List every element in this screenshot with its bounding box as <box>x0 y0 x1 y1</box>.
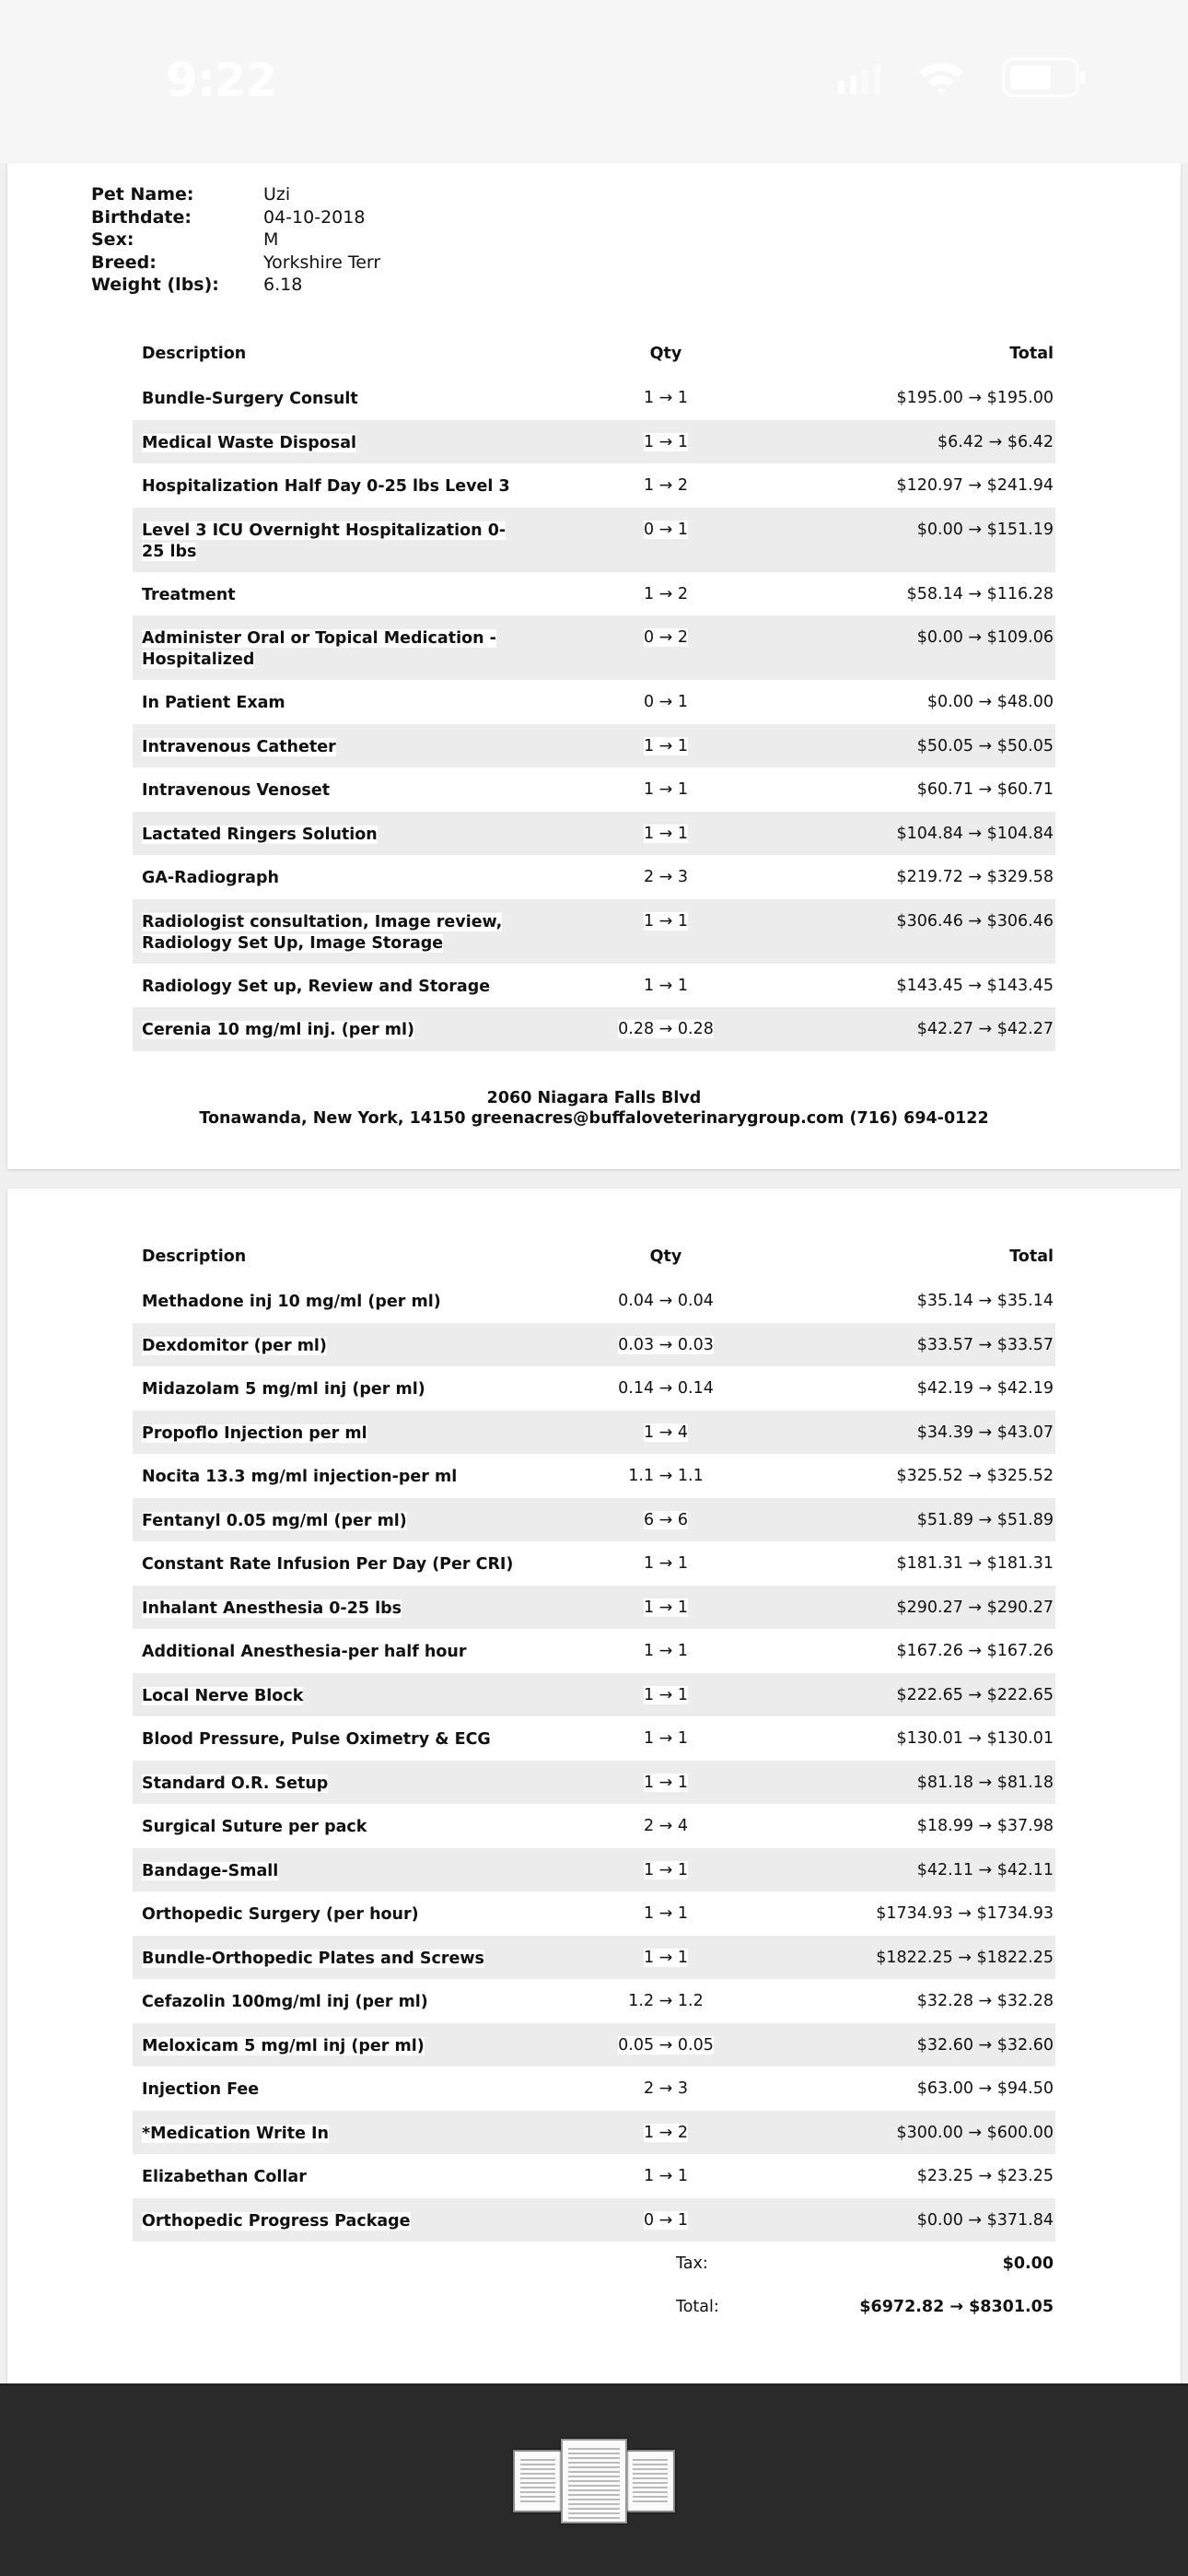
table-row <box>133 1979 1055 2023</box>
thumbnail-line <box>520 2464 555 2465</box>
page-thumbnail-3[interactable] <box>625 2450 675 2512</box>
item-qty: 1 → 4 <box>643 1423 689 1442</box>
item-description: Inhalant Anesthesia 0-25 lbs <box>142 1598 402 1618</box>
item-qty: 1 → 1 <box>643 1904 689 1923</box>
item-qty: 1 → 1 <box>643 2167 689 2185</box>
item-description: Radiology Set up, Review and Storage <box>142 977 491 996</box>
item-total: $50.05 → $50.05 <box>916 736 1054 755</box>
table-row <box>133 724 1055 768</box>
item-qty: 6 → 6 <box>643 1510 689 1529</box>
thumbnail-line <box>633 2459 668 2461</box>
item-description: *Medication Write In <box>142 2124 330 2143</box>
table-row <box>133 463 1055 508</box>
item-total: $195.00 → $195.00 <box>896 389 1054 407</box>
item-total: $1822.25 → $1822.25 <box>876 1948 1054 1967</box>
table-row <box>133 1541 1055 1586</box>
table-row <box>133 1629 1055 1673</box>
thumbnail-line <box>568 2471 620 2473</box>
item-total: $6.42 → $6.42 <box>938 432 1054 451</box>
table-row <box>133 1761 1055 1805</box>
table-row <box>133 1891 1055 1936</box>
page-thumbnail-strip <box>0 2383 1188 2576</box>
table-row <box>133 2023 1055 2067</box>
address-line-2: Tonawanda, New York, 14150 greenacres@buffaloveterinarygroup.com (716) 694-0122 <box>199 1109 989 1128</box>
item-qty: 1 → 1 <box>643 1948 689 1967</box>
item-qty: 1 → 2 <box>643 2123 689 2142</box>
breed-row <box>91 252 380 275</box>
wifi-icon <box>917 59 965 96</box>
table-row <box>133 899 1055 964</box>
item-description: Surgical Suture per pack <box>142 1818 367 1836</box>
item-description: Medical Waste Disposal <box>142 433 357 452</box>
item-description: Cefazolin 100mg/ml inj (per ml) <box>142 1993 428 2011</box>
item-total: $42.27 → $42.27 <box>916 1020 1054 1038</box>
item-total: $181.31 → $181.31 <box>896 1554 1054 1573</box>
item-description: Dexdomitor (per ml) <box>142 1336 327 1355</box>
item-description: Intravenous Venoset <box>142 781 331 800</box>
item-description: Fentanyl 0.05 mg/ml (per ml) <box>142 1511 407 1530</box>
table-row <box>133 767 1055 812</box>
items-table-page-2 <box>133 1235 1055 2329</box>
table-header <box>133 1235 1055 1279</box>
item-description: GA-Radiograph <box>142 869 279 887</box>
item-qty: 0 → 1 <box>643 693 689 711</box>
table-row <box>133 1716 1055 1761</box>
item-qty: 1 → 1 <box>643 1860 689 1879</box>
item-description: Level 3 ICU Overnight Hospitalization 0-25 lbs <box>142 521 507 561</box>
table-row <box>133 376 1055 420</box>
table-row <box>133 572 1055 616</box>
item-total: $300.00 → $600.00 <box>896 2123 1054 2142</box>
table-row <box>133 2067 1055 2111</box>
item-qty: 1 → 1 <box>643 1598 689 1617</box>
header-description: Description <box>142 1247 247 1266</box>
table-row <box>133 1673 1055 1717</box>
breed-value: Yorkshire Terr <box>263 252 381 273</box>
item-qty: 1 → 1 <box>643 389 689 407</box>
table-row <box>133 615 1055 680</box>
item-description: Bundle-Orthopedic Plates and Screws <box>142 1949 484 1968</box>
item-total: $81.18 → $81.18 <box>916 1773 1054 1792</box>
thumbnail-line <box>520 2487 555 2488</box>
birthdate-value: 04-10-2018 <box>263 206 366 228</box>
item-qty: 1 → 1 <box>643 1685 689 1704</box>
table-row <box>133 1279 1055 1323</box>
item-total: $42.11 → $42.11 <box>916 1860 1054 1879</box>
thumbnail-line <box>568 2448 620 2450</box>
thumbnail-line <box>633 2487 668 2488</box>
table-row <box>133 1366 1055 1411</box>
table-row <box>133 508 1055 572</box>
table-row <box>133 1323 1055 1367</box>
thumbnail-line <box>568 2480 620 2482</box>
item-description: Lactated Ringers Solution <box>142 825 378 844</box>
items-table-page-1 <box>133 332 1055 1051</box>
item-qty: 2 → 3 <box>643 2079 689 2098</box>
item-qty: 0.05 → 0.05 <box>618 2035 714 2055</box>
thumbnail-line <box>520 2473 555 2475</box>
table-row <box>133 1848 1055 1892</box>
table-row <box>133 1804 1055 1848</box>
thumbnail-line <box>633 2464 668 2465</box>
birthdate-row <box>91 206 380 229</box>
item-total: $58.14 → $116.28 <box>906 584 1054 603</box>
item-description: In Patient Exam <box>142 694 285 712</box>
thumbnail-line <box>568 2476 620 2477</box>
thumbnail-line <box>568 2466 620 2468</box>
item-qty: 2 → 3 <box>643 868 689 886</box>
sex-row <box>91 228 380 252</box>
item-description: Nocita 13.3 mg/ml injection-per ml <box>142 1468 458 1486</box>
table-row <box>133 855 1055 899</box>
sex-value: M <box>263 229 279 250</box>
weight-label: Weight (lbs): <box>91 275 219 295</box>
item-qty: 0.04 → 0.04 <box>618 1292 714 1310</box>
item-total: $23.25 → $23.25 <box>916 2167 1054 2185</box>
item-description: Hospitalization Half Day 0-25 lbs Level 3 <box>142 477 510 496</box>
sex-label: Sex: <box>91 229 134 250</box>
item-total: $143.45 → $143.45 <box>896 976 1054 995</box>
item-qty: 1 → 2 <box>643 584 689 603</box>
thumbnail-line <box>568 2485 620 2487</box>
item-total: $33.57 → $33.57 <box>916 1335 1054 1354</box>
item-total: $32.60 → $32.60 <box>916 2035 1054 2055</box>
thumbnail-line <box>633 2491 668 2493</box>
item-description: Constant Rate Infusion Per Day (Per CRI) <box>142 1555 514 1574</box>
thumbnail-line <box>520 2482 555 2484</box>
item-description: Orthopedic Surgery (per hour) <box>142 1905 419 1924</box>
item-qty: 1.1 → 1.1 <box>628 1467 704 1485</box>
tax-row <box>133 2242 1055 2286</box>
table-row <box>133 680 1055 724</box>
thumbnail-line <box>633 2468 668 2470</box>
item-qty: 0 → 2 <box>643 628 689 647</box>
table-row <box>133 964 1055 1008</box>
item-qty: 0.14 → 0.14 <box>618 1379 714 1398</box>
item-total: $51.89 → $51.89 <box>916 1510 1054 1529</box>
header-qty: Qty <box>649 345 682 363</box>
item-total: $0.00 → $371.84 <box>916 2210 1054 2230</box>
item-qty: 1 → 1 <box>643 1642 689 1660</box>
table-header <box>133 332 1055 376</box>
thumbnail-line <box>568 2517 620 2519</box>
item-description: Propoflo Injection per ml <box>142 1423 367 1443</box>
total-label: Total: <box>676 2298 719 2317</box>
item-total: $325.52 → $325.52 <box>896 1467 1054 1485</box>
item-description: Meloxicam 5 mg/ml inj (per ml) <box>142 2036 425 2055</box>
item-qty: 1 → 1 <box>643 976 689 995</box>
thumbnail-line <box>568 2499 620 2500</box>
item-description: Standard O.R. Setup <box>142 1774 329 1793</box>
item-qty: 1 → 1 <box>643 432 689 451</box>
page-thumbnail-1[interactable] <box>513 2450 563 2512</box>
item-description: Orthopedic Progress Package <box>142 2211 411 2231</box>
item-description: Bundle-Surgery Consult <box>142 390 358 408</box>
pet-name-row <box>91 183 380 206</box>
header-total: Total <box>1009 1247 1054 1266</box>
thumbnail-line <box>520 2496 555 2498</box>
item-qty: 1 → 1 <box>643 911 689 931</box>
item-qty: 1 → 1 <box>643 1729 689 1748</box>
item-total: $63.00 → $94.50 <box>916 2079 1054 2098</box>
birthdate-label: Birthdate: <box>91 206 192 228</box>
table-row <box>133 2154 1055 2198</box>
item-description: Blood Pressure, Pulse Oximetry & ECG <box>142 1730 491 1749</box>
table-row <box>133 812 1055 856</box>
item-qty: 0 → 1 <box>643 2210 689 2230</box>
status-icons <box>838 57 1087 98</box>
item-total: $60.71 → $60.71 <box>916 780 1054 799</box>
item-total: $130.01 → $130.01 <box>896 1729 1054 1748</box>
item-qty: 1 → 1 <box>643 1773 689 1792</box>
thumbnail-line <box>568 2453 620 2454</box>
item-total: $0.00 → $48.00 <box>926 693 1054 711</box>
thumbnail-line <box>568 2512 620 2514</box>
thumbnail-line <box>633 2496 668 2498</box>
thumbnail-line <box>633 2473 668 2475</box>
status-bar <box>0 0 1188 163</box>
header-total: Total <box>1009 345 1054 363</box>
weight-row <box>91 274 380 297</box>
item-total: $167.26 → $167.26 <box>896 1642 1054 1660</box>
total-value: $6972.82 → $8301.05 <box>859 2298 1054 2317</box>
item-qty: 1 → 1 <box>643 824 689 843</box>
item-total: $0.00 → $151.19 <box>916 520 1054 539</box>
item-description: Additional Anesthesia-per half hour <box>142 1643 467 1661</box>
item-qty: 1 → 1 <box>643 1554 689 1573</box>
item-description: Bandage-Small <box>142 1861 279 1880</box>
item-description: Intravenous Catheter <box>142 737 336 756</box>
pet-name-label: Pet Name: <box>91 184 194 205</box>
table-row <box>133 420 1055 464</box>
table-row <box>133 1586 1055 1630</box>
thumbnail-line <box>568 2457 620 2459</box>
thumbnail-line <box>568 2508 620 2510</box>
item-total: $120.97 → $241.94 <box>896 476 1054 495</box>
thumbnail-line <box>568 2489 620 2491</box>
item-qty: 2 → 4 <box>643 1817 689 1835</box>
table-row <box>133 2111 1055 2155</box>
thumbnail-line <box>568 2462 620 2464</box>
thumbnail-line <box>520 2491 555 2493</box>
battery-icon <box>1002 57 1087 98</box>
document-page-1 <box>7 163 1181 1169</box>
thumbnail-line <box>520 2477 555 2479</box>
item-description: Local Nerve Block <box>142 1686 304 1705</box>
item-total: $0.00 → $109.06 <box>916 628 1054 647</box>
thumbnail-line <box>568 2494 620 2496</box>
item-description: Injection Fee <box>142 2080 260 2099</box>
thumbnail-line <box>520 2459 555 2461</box>
header-description: Description <box>142 344 247 363</box>
pet-info <box>91 183 380 297</box>
item-qty: 0 → 1 <box>643 520 689 539</box>
thumbnail-line <box>633 2477 668 2479</box>
item-description: Midazolam 5 mg/ml inj (per ml) <box>142 1380 425 1399</box>
table-row <box>133 1498 1055 1542</box>
item-total: $42.19 → $42.19 <box>916 1379 1054 1398</box>
item-qty: 1.2 → 1.2 <box>628 1992 704 2010</box>
item-description: Treatment <box>142 585 236 604</box>
table-row <box>133 1454 1055 1498</box>
thumbnail-line <box>568 2503 620 2505</box>
item-total: $104.84 → $104.84 <box>896 824 1054 843</box>
page-thumbnail-2-active[interactable] <box>561 2439 627 2523</box>
item-description: Elizabethan Collar <box>142 2168 307 2186</box>
thumbnail-line <box>633 2500 668 2502</box>
thumbnail-line <box>520 2468 555 2470</box>
thumbnail-line <box>520 2500 555 2502</box>
table-row <box>133 1936 1055 1980</box>
item-total: $219.72 → $329.58 <box>896 868 1054 886</box>
tax-value: $0.00 <box>1002 2254 1054 2273</box>
item-description: Cerenia 10 mg/ml inj. (per ml) <box>142 1021 415 1039</box>
table-row <box>133 1007 1055 1051</box>
item-description: Methadone inj 10 mg/ml (per ml) <box>142 1293 441 1311</box>
thumbnail-line <box>633 2482 668 2484</box>
weight-value: 6.18 <box>263 275 303 295</box>
clinic-address <box>7 1088 1181 1129</box>
item-qty: 1 → 2 <box>643 476 689 495</box>
item-description: Administer Oral or Topical Medication - Hospitalized <box>142 629 496 669</box>
tax-label: Tax: <box>676 2254 708 2273</box>
item-total: $306.46 → $306.46 <box>896 911 1054 931</box>
table-row <box>133 2198 1055 2242</box>
pet-name-value: Uzi <box>263 184 291 205</box>
item-qty: 0.28 → 0.28 <box>618 1020 714 1038</box>
document-page-2 <box>7 1188 1181 2386</box>
item-description: Radiologist consultation, Image review, Radiology Set Up, Image Storage <box>142 912 503 953</box>
item-total: $1734.93 → $1734.93 <box>876 1904 1054 1923</box>
item-total: $32.28 → $32.28 <box>916 1992 1054 2010</box>
header-qty: Qty <box>649 1247 682 1266</box>
item-total: $18.99 → $37.98 <box>916 1817 1054 1835</box>
breed-label: Breed: <box>91 252 157 273</box>
item-qty: 1 → 1 <box>643 736 689 755</box>
item-total: $35.14 → $35.14 <box>916 1292 1054 1310</box>
cellular-signal-icon <box>838 61 880 94</box>
grand-total-row <box>133 2286 1055 2330</box>
item-total: $290.27 → $290.27 <box>896 1598 1054 1617</box>
item-qty: 1 → 1 <box>643 780 689 799</box>
address-line-1: 2060 Niagara Falls Blvd <box>486 1089 702 1107</box>
item-total: $222.65 → $222.65 <box>896 1685 1054 1704</box>
item-total: $34.39 → $43.07 <box>916 1423 1054 1442</box>
table-row <box>133 1411 1055 1455</box>
status-time: 9:22 <box>166 53 277 107</box>
item-qty: 0.03 → 0.03 <box>618 1335 714 1354</box>
